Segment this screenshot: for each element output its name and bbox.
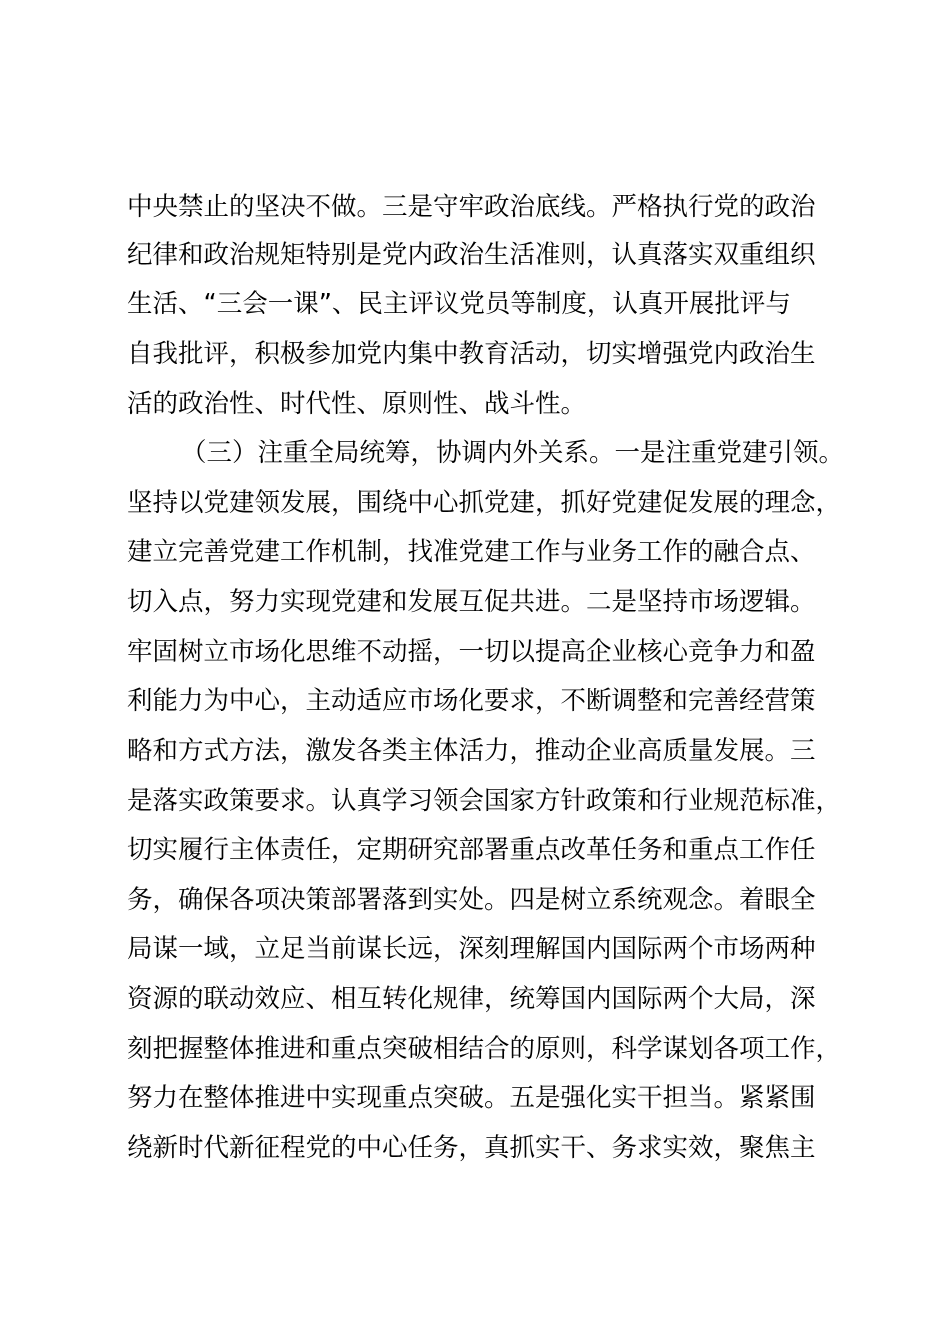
- text-line: 努力在整体推进中实现重点突破。五是强化实干担当。紧紧围: [127, 1083, 816, 1113]
- text-line: 自我批评，积极参加党内集中教育活动，切实增强党内政治生: [127, 339, 816, 369]
- text-line: 中央禁止的坚决不做。三是守牢政治底线。严格执行党的政治: [127, 192, 816, 222]
- text-line: 务，确保各项决策部署落到实处。四是树立系统观念。着眼全: [127, 885, 816, 915]
- section-heading-line: （三）注重全局统筹，协调内外关系。一是注重党建引领。: [181, 438, 845, 468]
- text-line: 局谋一域，立足当前谋长远，深刻理解国内国际两个市场两种: [127, 934, 816, 964]
- text-line: 略和方式方法，激发各类主体活力，推动企业高质量发展。三: [127, 736, 816, 766]
- text-line: 生活、“三会一课”、民主评议党员等制度，认真开展批评与: [127, 289, 791, 319]
- text-line: 牢固树立市场化思维不动摇，一切以提高企业核心竞争力和盈: [127, 637, 816, 667]
- text-line: 资源的联动效应、相互转化规律，统筹国内国际两个大局，深: [127, 984, 816, 1014]
- text-line: 建立完善党建工作机制，找准党建工作与业务工作的融合点、: [127, 537, 816, 567]
- text-line: 切实履行主体责任，定期研究部署重点改革任务和重点工作任: [127, 835, 816, 865]
- text-line: 切入点，努力实现党建和发展互促共进。二是坚持市场逻辑。: [127, 587, 816, 617]
- text-line: 活的政治性、时代性、原则性、战斗性。: [127, 389, 587, 419]
- text-line: 绕新时代新征程党的中心任务，真抓实干、务求实效，聚焦主: [127, 1133, 816, 1163]
- text-line: 纪律和政治规矩特别是党内政治生活准则，认真落实双重组织: [127, 240, 816, 270]
- text-line: 刻把握整体推进和重点突破相结合的原则，科学谋划各项工作，: [127, 1034, 842, 1064]
- text-line: 坚持以党建领发展，围绕中心抓党建，抓好党建促发展的理念，: [127, 488, 842, 518]
- text-line: 利能力为中心，主动适应市场化要求，不断调整和完善经营策: [127, 686, 816, 716]
- text-line: 是落实政策要求。认真学习领会国家方针政策和行业规范标准，: [127, 786, 842, 816]
